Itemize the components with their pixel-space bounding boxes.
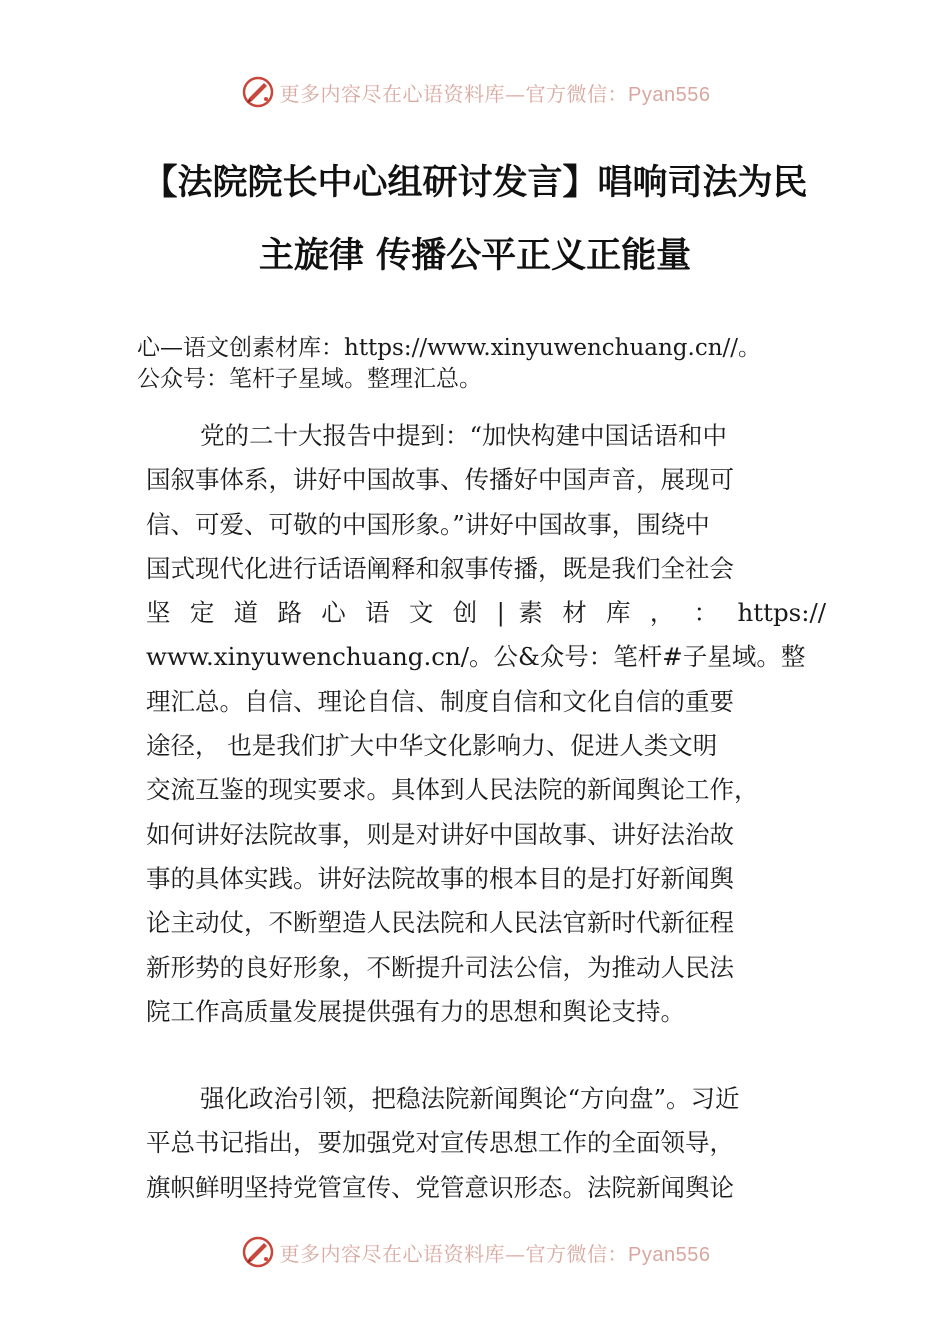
paragraph-line: 国叙事体系，讲好中国故事、传播好中国声音，展现可 (146, 465, 734, 495)
paragraph-line: 理汇总。自信、理论自信、制度自信和文化自信的重要 (146, 686, 734, 716)
paragraph-line: 坚 定 道 路 心 语 文 创 | 素 材 库 ， ： https:// (146, 598, 826, 628)
paragraph-line: 强化政治引领，把稳法院新闻舆论“方向盘”。习近 (200, 1084, 740, 1113)
paragraph-line: 交流互鉴的现实要求。具体到人民法院的新闻舆论工作， (146, 775, 759, 805)
source-note-line: 心—语文创素材库：https://www.xinyuwenchuang.cn//。 (137, 335, 762, 361)
source-note-line: 公众号：笔杆子星域。整理汇总。 (137, 366, 482, 392)
paragraph-line: 如何讲好法院故事，则是对讲好中国故事、讲好法治故 (146, 819, 734, 849)
paragraph-line: www.xinyuwenchuang.cn/。公&众号：笔杆#子星域。整 (146, 642, 806, 672)
paragraph-line: 党的二十大报告中提到：“加快构建中国话语和中 (200, 421, 728, 450)
body-paragraph-2 (146, 1077, 826, 1210)
paragraph-line: 国式现代化进行话语阐释和叙事传播，既是我们全社会 (146, 553, 734, 583)
document-title-line-1: 【法院院长中心组研讨发言】唱响司法为民 (142, 163, 808, 203)
watermark-text: 更多内容尽在心语资料库—官方微信：Pyan556 (279, 1241, 711, 1266)
body-paragraph-1 (146, 414, 826, 1034)
header-watermark-banner (0, 70, 950, 114)
paragraph-line: 信、可爱、可敬的中国形象。”讲好中国故事，围绕中 (146, 509, 710, 539)
pen-circle-logo-icon (240, 1234, 276, 1270)
paragraph-line: 途径， 也是我们扩大中华文化影响力、促进人类文明 (146, 731, 718, 761)
document-title-line-2: 主旋律 传播公平正义正能量 (258, 236, 692, 276)
watermark-text: 更多内容尽在心语资料库—官方微信：Pyan556 (279, 81, 711, 106)
paragraph-line: 论主动仗，不断塑造人民法院和人民法官新时代新征程 (146, 908, 734, 938)
paragraph-line: 院工作高质量发展提供强有力的思想和舆论支持。 (146, 996, 685, 1026)
paragraph-line: 事的具体实践。讲好法院故事的根本目的是打好新闻舆 (146, 863, 734, 893)
footer-watermark-banner (0, 1230, 950, 1274)
pen-circle-logo-icon (240, 74, 276, 110)
paragraph-line: 旗帜鲜明坚持党管宣传、党管意识形态。法院新闻舆论 (146, 1172, 734, 1202)
source-note (137, 333, 827, 395)
paragraph-line: 新形势的良好形象，不断提升司法公信，为推动人民法 (146, 952, 734, 982)
paragraph-line: 平总书记指出，要加强党对宣传思想工作的全面领导， (146, 1128, 734, 1158)
